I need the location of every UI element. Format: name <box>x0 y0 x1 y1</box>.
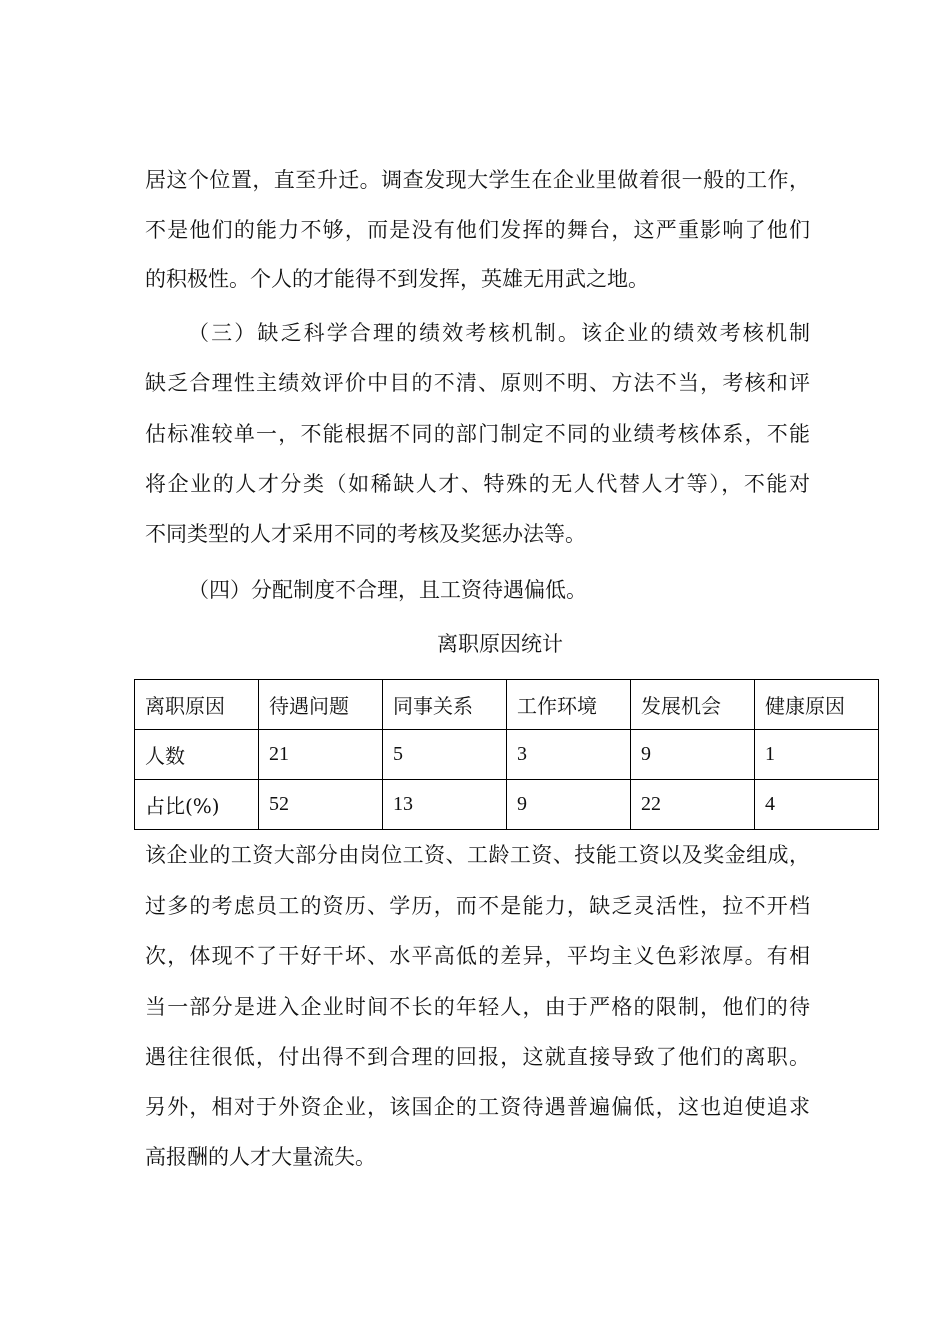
table-cell: 13 <box>383 780 507 830</box>
table-header-cell: 待遇问题 <box>259 680 383 730</box>
table-row <box>135 780 879 830</box>
table-cell: 4 <box>755 780 879 830</box>
paragraph-line: 的积极性。个人的才能得不到发挥，英雄无用武之地。 <box>145 267 649 291</box>
table-cell: 21 <box>259 730 383 780</box>
paragraph-line: 另外，相对于外资企业，该国企的工资待遇普遍偏低，这也迫使追求 <box>145 1095 810 1119</box>
paragraph-line: 不是他们的能力不够，而是没有他们发挥的舞台，这严重影响了他们 <box>145 218 810 242</box>
paragraph-line: 该企业的工资大部分由岗位工资、工龄工资、技能工资以及奖金组成， <box>145 843 810 867</box>
paragraph-line: 当一部分是进入企业时间不长的年轻人，由于严格的限制，他们的待 <box>145 995 810 1019</box>
paragraph-line: 估标准较单一，不能根据不同的部门制定不同的业绩考核体系，不能 <box>145 422 810 446</box>
table-header-cell: 发展机会 <box>631 680 755 730</box>
paragraph-line: 缺乏合理性主绩效评价中目的不清、原则不明、方法不当，考核和评 <box>145 371 810 395</box>
table-cell: 9 <box>507 780 631 830</box>
table-cell: 52 <box>259 780 383 830</box>
table-cell: 9 <box>631 730 755 780</box>
resignation-table <box>134 679 879 830</box>
table-header-cell: 离职原因 <box>135 680 259 730</box>
table-header-cell: 健康原因 <box>755 680 879 730</box>
table-row-label: 人数 <box>135 730 259 780</box>
table-header-row <box>135 680 879 730</box>
table-header-cell: 同事关系 <box>383 680 507 730</box>
paragraph-line: 不同类型的人才采用不同的考核及奖惩办法等。 <box>145 522 586 546</box>
paragraph-line: 过多的考虑员工的资历、学历，而不是能力，缺乏灵活性，拉不开档 <box>145 894 810 918</box>
paragraph-line: 遇往往很低，付出得不到合理的回报，这就直接导致了他们的离职。 <box>145 1045 810 1069</box>
table-cell: 1 <box>755 730 879 780</box>
table-cell: 5 <box>383 730 507 780</box>
section-heading-3: （三）缺乏科学合理的绩效考核机制。该企业的绩效考核机制 <box>188 321 810 345</box>
paragraph-line: 将企业的人才分类（如稀缺人才、特殊的无人代替人才等），不能对 <box>145 472 810 496</box>
paragraph-line: 次，体现不了干好干坏、水平高低的差异，平均主义色彩浓厚。有相 <box>145 944 810 968</box>
paragraph-line: 居这个位置，直至升迁。调查发现大学生在企业里做着很一般的工作， <box>145 168 810 192</box>
paragraph-line: 高报酬的人才大量流失。 <box>145 1145 376 1169</box>
table-row-label: 占比(%) <box>135 780 259 830</box>
table-cell: 22 <box>631 780 755 830</box>
table-caption: 离职原因统计 <box>437 632 563 656</box>
table-cell: 3 <box>507 730 631 780</box>
table-row <box>135 730 879 780</box>
section-heading-4: （四）分配制度不合理，且工资待遇偏低。 <box>188 578 587 602</box>
table-header-cell: 工作环境 <box>507 680 631 730</box>
